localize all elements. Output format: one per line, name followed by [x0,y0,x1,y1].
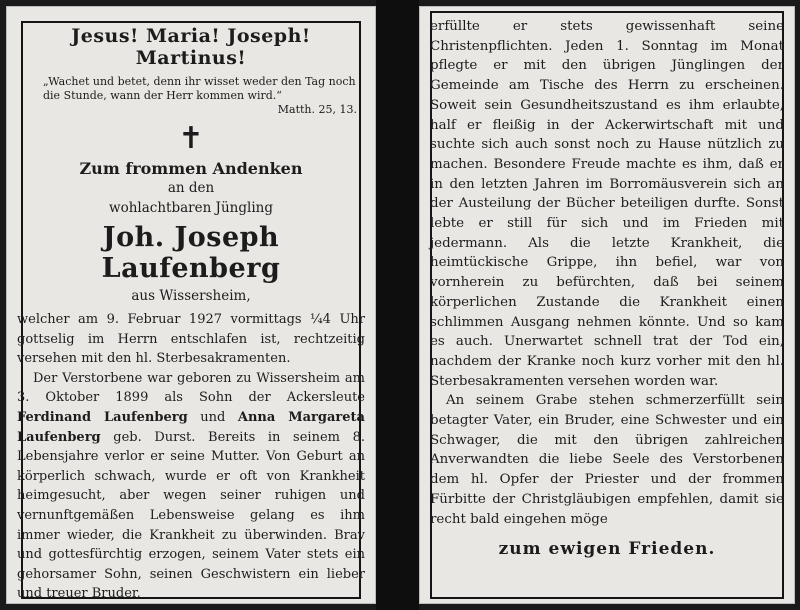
biography-paragraph [17,369,365,604]
closing-phrase: zum ewigen Frieden. [498,539,716,560]
cross-icon: ✝ [178,121,204,156]
honorific-text: wohlachtbaren Jüngling [109,200,273,216]
quote-reference: Matth. 25, 13. [277,103,357,116]
an-den-text: an den [167,180,215,196]
bio-part-2: geb. Durst. Bereits in seinem 8. Lebensjahre verlor er seine Mutter. Von Geburt an körperlich schwach, wurde er oft von Krankheit heimgesucht, aber wegen seiner ruhigen und vernunftgemäßen Lebensweise gelang es ihm immer wieder, die Krankheit zu überwinden. Brav und gottesfürchtig erzogen, seinem Vater stets ein gehorsamer Sohn, seinen Geschwistern ein lieber und treuer Bruder, [17,429,365,602]
invocation-heading: Jesus! Maria! Joseph! Martinus! [71,25,311,69]
death-paragraph: welcher am 9. Februar 1927 vormittags ¼4 Uhr gottselig im Herrn entschlafen ist, rechtzeitig versehen mit den hl. Sterbesakramenten. [17,312,365,367]
quote-text: „Wachet und betet, denn ihr wisset weder den Tag noch die Stunde, wann der Herr kommen wird.“ [43,75,356,102]
right-paragraph-2: An seinem Grabe stehen schmerzerfüllt sein betagter Vater, ein Bruder, eine Schwester und ein Schwager, die mit den übrigen zahlreichen Anverwandten die liebe Seele des Verstorbenen dem hl. Opfer der Priester und der frommen Fürbitte der Christgläubigen empfehlen, damit sie recht bald eingehen möge [430,393,784,527]
right-paragraph-1: erfüllte er stets gewissenhaft seine Christenpflichten. Jeden 1. Sonntag im Monat pflegte er mit den übrigen Jünglingen der Gemeinde am Tische des Herrn zu erscheinen. Soweit sein Gesundheitszustand es ihm erlaubte, half er fleißig in der Ackerwirtschaft mit und suchte sich auch sonst noch zu Hause nützlich zu machen. Besondere Freude machte es ihm, daß er in den letzten Jahren im Borromäusverein sich an der Austeilung der Bücher beteiligen durfte. Sonst lebte er still für sich und im Frieden mit jedermann. Als die letzte Krankheit, die heimtückische Grippe, ihn befiel, war von vornherein zu befürchten, daß bei seinem körperlichen Zustande die Krankheit einen schlimmen Ausgang nehmen könnte. Und so kam es auch. Unerwartet schnell trat der Tod ein, nachdem der Kranke noch kurz vorher mit den hl. Sterbesakramenten versehen worden war. [430,19,784,389]
left-card [6,6,376,604]
memorial-heading: Zum frommen Andenken [79,159,303,178]
father-name: Ferdinand Laufenberg [17,409,188,425]
und-text: und [200,409,226,425]
page-gutter [376,0,419,610]
left-body [17,310,365,604]
origin-text: aus Wissersheim, [131,288,251,304]
bio-part-1: Der Verstorbene war geboren zu Wissersheim am 3. Oktober 1899 als Sohn der Ackersleute [17,370,365,406]
right-content [430,17,784,559]
bible-quote [17,75,365,117]
mother-name: Anna Margareta Laufenberg [17,409,365,445]
right-card [419,6,795,604]
left-content [17,15,365,604]
right-body [430,17,784,529]
deceased-name: Joh. Joseph Laufenberg [101,222,281,284]
